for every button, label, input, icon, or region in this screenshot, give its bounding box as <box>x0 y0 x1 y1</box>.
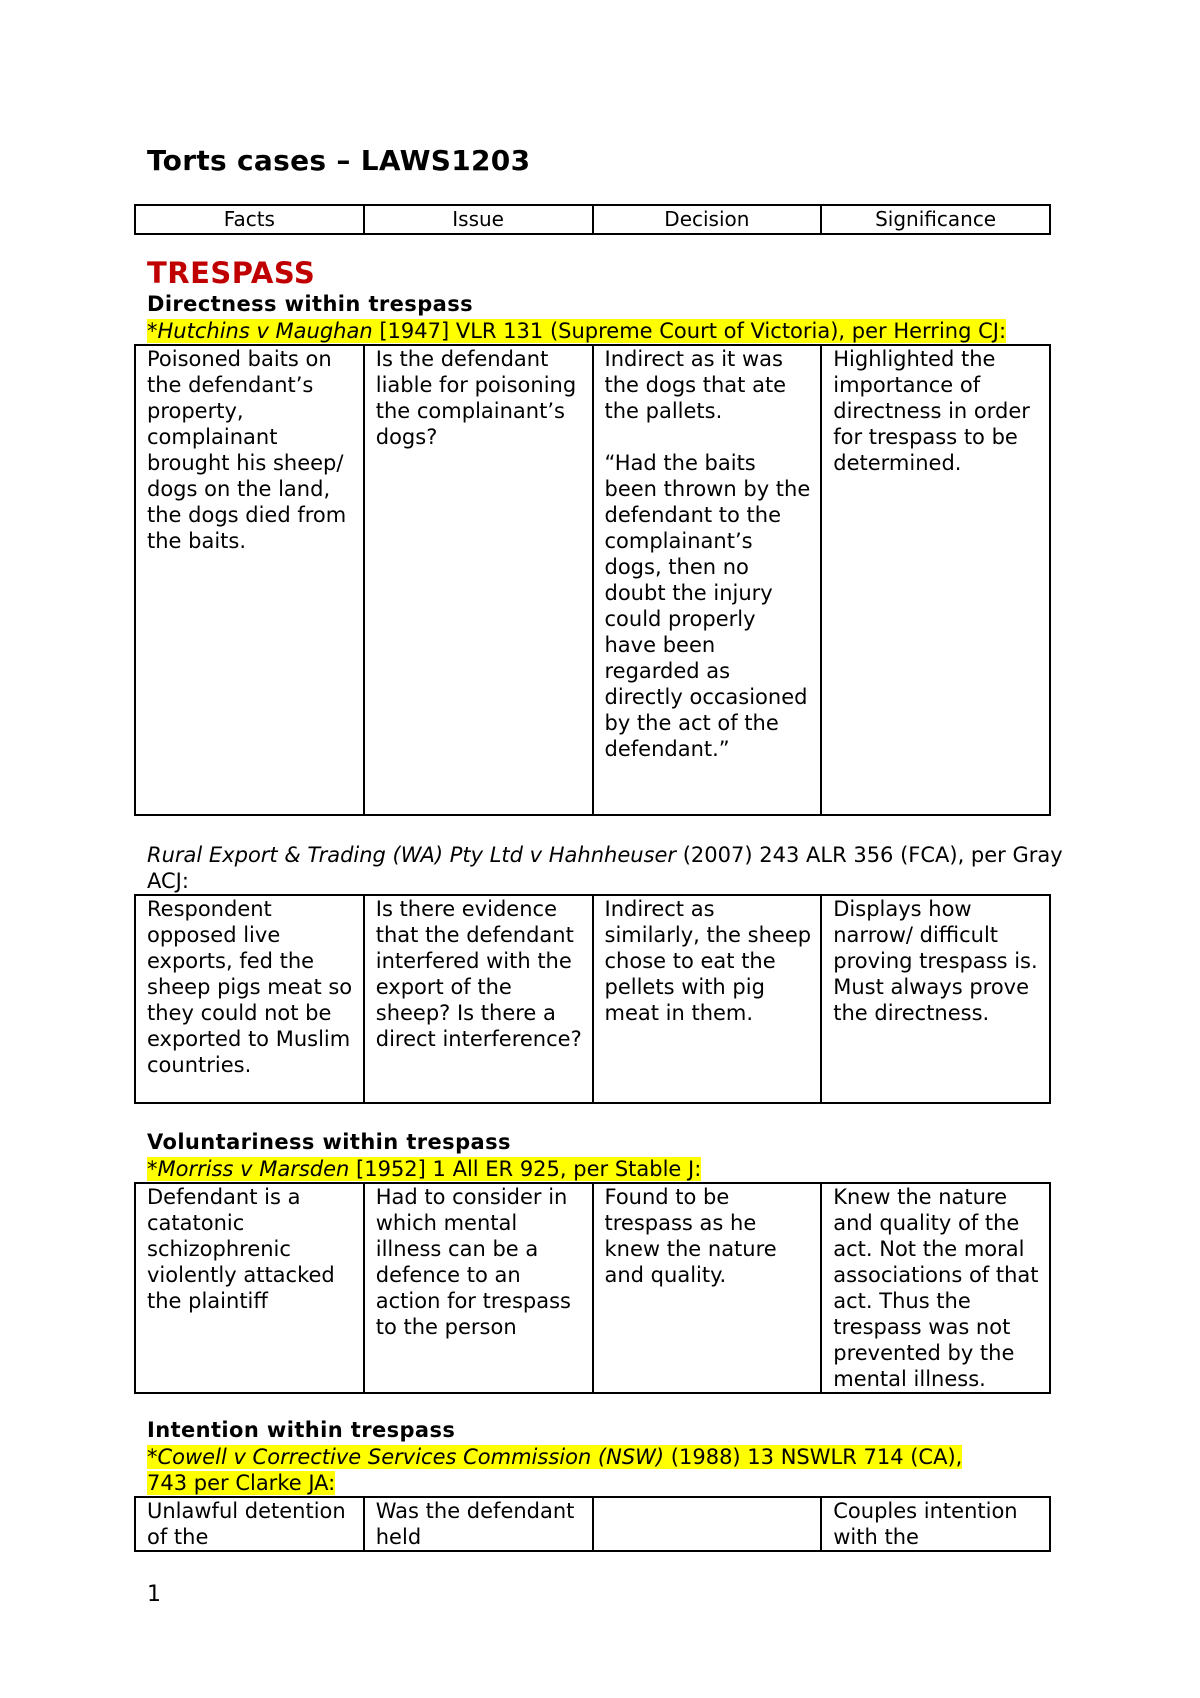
citation-detail: [1952] 1 All ER 925, per Stable J: <box>349 1157 702 1181</box>
cell-decision <box>593 345 822 815</box>
case-name: Cowell v Corrective Services Commission (NSW) <box>157 1445 665 1469</box>
case-citation-morriss <box>147 1156 1067 1182</box>
citation-detail-line2: 743 per Clarke JA: <box>147 1471 336 1495</box>
column-header-table <box>134 204 1051 235</box>
citation-highlight <box>147 319 1006 343</box>
decision-paragraph-1: Indirect as it was the dogs that ate the pallets. <box>604 347 787 423</box>
table-row <box>135 1497 1050 1551</box>
case-name: Hutchins v Maughan <box>157 319 373 343</box>
case-citation-hutchins <box>147 318 1067 344</box>
case-table-morriss <box>134 1182 1051 1394</box>
case-citation-rural-export <box>147 842 1067 894</box>
cell-issue: Was the defendant held <box>364 1497 593 1551</box>
cell-significance: Displays how narrow/ difficult proving trespass is. Must always prove the directness. <box>821 895 1050 1103</box>
cell-facts: Poisoned baits on the defendant’s property, complainant brought his sheep/ dogs on the land, the dogs died from the baits. <box>135 345 364 815</box>
header-issue: Issue <box>364 205 593 234</box>
section-heading-trespass: TRESPASS <box>147 256 316 290</box>
cell-facts: Respondent opposed live exports, fed the sheep pigs meat so they could not be exported to Muslim countries. <box>135 895 364 1103</box>
citation-detail: (1988) 13 NSWLR 714 (CA), <box>664 1445 963 1469</box>
cell-significance: Knew the nature and quality of the act. Not the moral associations of that act. Thus the trespass was not prevented by the mental illness. <box>821 1183 1050 1393</box>
citation-star: * <box>147 1157 158 1181</box>
case-name: Morriss v Marsden <box>157 1157 350 1181</box>
subheading-intention: Intention within trespass <box>147 1418 456 1442</box>
subheading-directness: Directness within trespass <box>147 292 474 316</box>
case-table-rural-export <box>134 894 1051 1104</box>
table-row <box>135 895 1050 1103</box>
citation-detail: [1947] VLR 131 (Supreme Court of Victoria), per Herring CJ: <box>372 319 1007 343</box>
table-row <box>135 345 1050 815</box>
cell-significance: Highlighted the importance of directness in order for trespass to be determined. <box>821 345 1050 815</box>
citation-highlight <box>147 1157 701 1181</box>
case-citation-cowell <box>147 1444 1067 1496</box>
cell-facts: Unlawful detention of the <box>135 1497 364 1551</box>
header-decision: Decision <box>593 205 822 234</box>
citation-star: * <box>147 1445 158 1469</box>
header-significance: Significance <box>821 205 1050 234</box>
case-name: Rural Export & Trading (WA) Pty Ltd v Hahnheuser <box>147 843 677 867</box>
subheading-voluntariness: Voluntariness within trespass <box>147 1130 511 1154</box>
citation-detail: (2007) 243 ALR 356 (FCA), per Gray ACJ: <box>147 843 1063 893</box>
case-table-cowell <box>134 1496 1051 1552</box>
page-number: 1 <box>147 1582 161 1607</box>
case-table-hutchins <box>134 344 1051 816</box>
citation-highlight <box>147 1445 962 1469</box>
cell-facts: Defendant is a catatonic schizophrenic violently attacked the plaintiff <box>135 1183 364 1393</box>
cell-significance: Couples intention with the <box>821 1497 1050 1551</box>
table-row <box>135 1183 1050 1393</box>
document-title: Torts cases – LAWS1203 <box>147 144 531 177</box>
citation-star: * <box>147 319 158 343</box>
cell-issue: Had to consider in which mental illness can be a defence to an action for trespass to the person <box>364 1183 593 1393</box>
cell-decision: Indirect as similarly, the sheep chose to eat the pellets with pig meat in them. <box>593 895 822 1103</box>
cell-decision: Found to be trespass as he knew the nature and quality. <box>593 1183 822 1393</box>
decision-paragraph-2: “Had the baits been thrown by the defendant to the complainant’s dogs, then no doubt the injury could properly have been regarded as directly occasioned by the act of the defendant.” <box>604 451 811 761</box>
cell-issue: Is there evidence that the defendant interfered with the export of the sheep? Is there a direct interference? <box>364 895 593 1103</box>
header-facts: Facts <box>135 205 364 234</box>
cell-decision <box>593 1497 822 1551</box>
cell-issue: Is the defendant liable for poisoning the complainant’s dogs? <box>364 345 593 815</box>
